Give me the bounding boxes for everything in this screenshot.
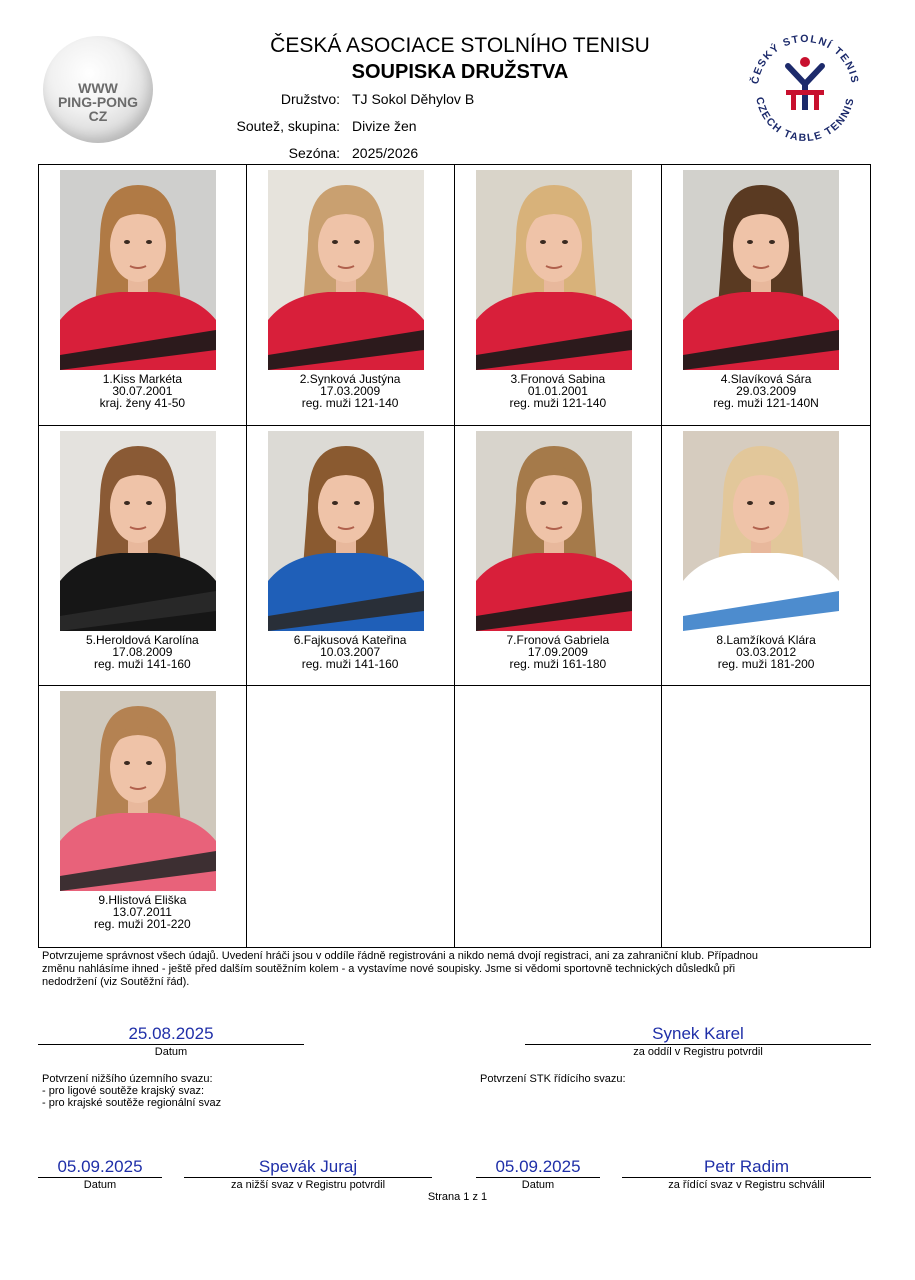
- lower-signer-value: Spevák Juraj: [258, 1157, 358, 1176]
- player-name: 5.Heroldová Karolína: [86, 632, 199, 647]
- stk-date-label: Datum: [521, 1179, 555, 1191]
- lower-note-line-1: Potvrzení nižšího územního svazu:: [42, 1073, 213, 1085]
- player-caption: [247, 373, 454, 409]
- player-category: kraj. ženy 41-50: [99, 396, 186, 410]
- logo-line-2: PING-PONG: [57, 94, 139, 110]
- team-value: TJ Sokol Děhylov B: [352, 91, 475, 107]
- player-photo: [60, 691, 216, 891]
- club-date-value: 25.08.2025: [128, 1024, 214, 1043]
- lower-signer-line: [184, 1177, 432, 1178]
- stk-signer-label: za řídící svaz v Registru schválil: [668, 1179, 825, 1191]
- page-number: Strana 1 z 1: [427, 1191, 488, 1203]
- season-value: 2025/2026: [352, 145, 419, 161]
- player-card: [39, 165, 247, 426]
- league-label: Soutež, skupina:: [236, 118, 340, 134]
- player-card: [662, 165, 870, 426]
- lower-note-line-2: - pro ligové soutěže krajský svaz:: [42, 1085, 205, 1097]
- player-category: reg. muži 121-140: [301, 396, 399, 410]
- player-photo: [60, 170, 216, 370]
- roster-grid: [38, 164, 871, 948]
- lower-union-note: [42, 1073, 221, 1109]
- player-birthdate: 17.08.2009: [112, 644, 173, 659]
- player-card: [247, 165, 455, 426]
- player-category: reg. muži 141-160: [301, 656, 399, 671]
- team-label: Družstvo:: [280, 91, 340, 107]
- lower-signer-label: za nižší svaz v Registru potvrdil: [230, 1179, 386, 1191]
- player-category: reg. muži 201-220: [94, 917, 191, 932]
- player-birthdate: 03.03.2012: [736, 644, 797, 659]
- player-category: reg. muži 181-200: [717, 656, 815, 671]
- stk-note: Potvrzení STK řídícího svazu:: [480, 1073, 626, 1085]
- lower-date-value: 05.09.2025: [57, 1157, 143, 1176]
- empty-cell: [662, 686, 870, 947]
- player-photo: [268, 170, 424, 370]
- player-photo: [683, 170, 839, 370]
- season-label: Sezóna:: [288, 145, 340, 161]
- player-caption: [39, 894, 246, 930]
- club-date-label: Datum: [154, 1046, 188, 1058]
- player-card: [247, 426, 455, 687]
- player-caption: [39, 634, 246, 670]
- player-name: 8.Lamžíková Klára: [716, 632, 816, 647]
- club-signer-line: [525, 1044, 871, 1045]
- player-photo: [476, 170, 632, 370]
- player-birthdate: 17.09.2009: [527, 644, 588, 659]
- player-birthdate: 01.01.2001: [527, 384, 588, 398]
- stk-date-line: [476, 1177, 600, 1178]
- player-caption: [455, 373, 662, 409]
- player-name: 7.Fronová Gabriela: [506, 632, 610, 647]
- player-birthdate: 30.07.2001: [112, 384, 173, 398]
- player-category: reg. muži 121-140N: [713, 396, 819, 410]
- logo-line-1: WWW: [78, 80, 118, 96]
- player-card: [455, 426, 663, 687]
- club-signer-label: za oddíl v Registru potvrdil: [633, 1046, 763, 1058]
- player-name: 2.Synková Justýna: [299, 372, 401, 386]
- player-card: [39, 686, 247, 947]
- player-card: [455, 165, 663, 426]
- player-photo: [683, 431, 839, 631]
- lower-date-label: Datum: [83, 1179, 117, 1191]
- club-date-line: [38, 1044, 304, 1045]
- player-birthdate: 10.03.2007: [320, 644, 381, 659]
- lower-note-line-3: - pro krajské soutěže regionální svaz: [42, 1097, 222, 1109]
- stk-signer-value: Petr Radim: [703, 1157, 790, 1176]
- stk-date-value: 05.09.2025: [495, 1157, 581, 1176]
- player-birthdate: 13.07.2011: [112, 905, 172, 920]
- player-card: [39, 426, 247, 687]
- czech-table-tennis-logo: [744, 28, 866, 150]
- player-caption: [662, 634, 870, 670]
- lower-date-line: [38, 1177, 162, 1178]
- player-caption: [247, 634, 454, 670]
- player-category: reg. muži 161-180: [509, 656, 607, 671]
- player-category: reg. muži 141-160: [94, 656, 191, 671]
- club-signer-value: Synek Karel: [652, 1024, 744, 1043]
- player-name: 3.Fronová Sabina: [510, 372, 606, 386]
- player-caption: [662, 373, 870, 409]
- document-title: ČESKÁ ASOCIACE STOLNÍHO TENISU: [270, 34, 650, 57]
- player-photo: [268, 431, 424, 631]
- player-card: [662, 426, 870, 687]
- svg-text:CZECH TABLE TENNIS: CZECH TABLE TENNIS: [753, 95, 857, 145]
- player-caption: [39, 373, 246, 409]
- logo-line-3: CZ: [88, 108, 108, 124]
- league-value: Divize žen: [352, 118, 417, 134]
- player-name: 1.Kiss Markéta: [102, 372, 183, 386]
- player-birthdate: 29.03.2009: [736, 384, 797, 398]
- player-caption: [455, 634, 662, 670]
- player-photo: [476, 431, 632, 631]
- empty-cell: [455, 686, 663, 947]
- player-name: 4.Slavíková Sára: [720, 372, 812, 386]
- player-photo: [60, 431, 216, 631]
- player-name: 9.Hlistová Eliška: [98, 893, 187, 908]
- player-category: reg. muži 121-140: [509, 396, 607, 410]
- stk-signer-line: [622, 1177, 871, 1178]
- player-name: 6.Fajkusová Kateřina: [293, 632, 407, 647]
- declaration-text: Potvrzujeme správnost všech údajů. Uvedení hráči jsou v oddíle řádně registrováni a nikdo nemá dvojí registraci, ani za zahraniční klub. Případnou změnu nahlásíme ihned - ještě před dalším soutěžním kolem - a vystavíme nové soupisky. Jsme si vědomi sportovně technických důsledků při nedodržení (viz Soutěžní řád).: [42, 950, 758, 988]
- empty-cell: [247, 686, 455, 947]
- ping-pong-logo: [43, 36, 153, 143]
- svg-text:ČESKÝ STOLNÍ TENIS: ČESKÝ STOLNÍ TENIS: [749, 32, 861, 86]
- document-subtitle: SOUPISKA DRUŽSTVA: [351, 61, 569, 83]
- player-birthdate: 17.03.2009: [320, 384, 381, 398]
